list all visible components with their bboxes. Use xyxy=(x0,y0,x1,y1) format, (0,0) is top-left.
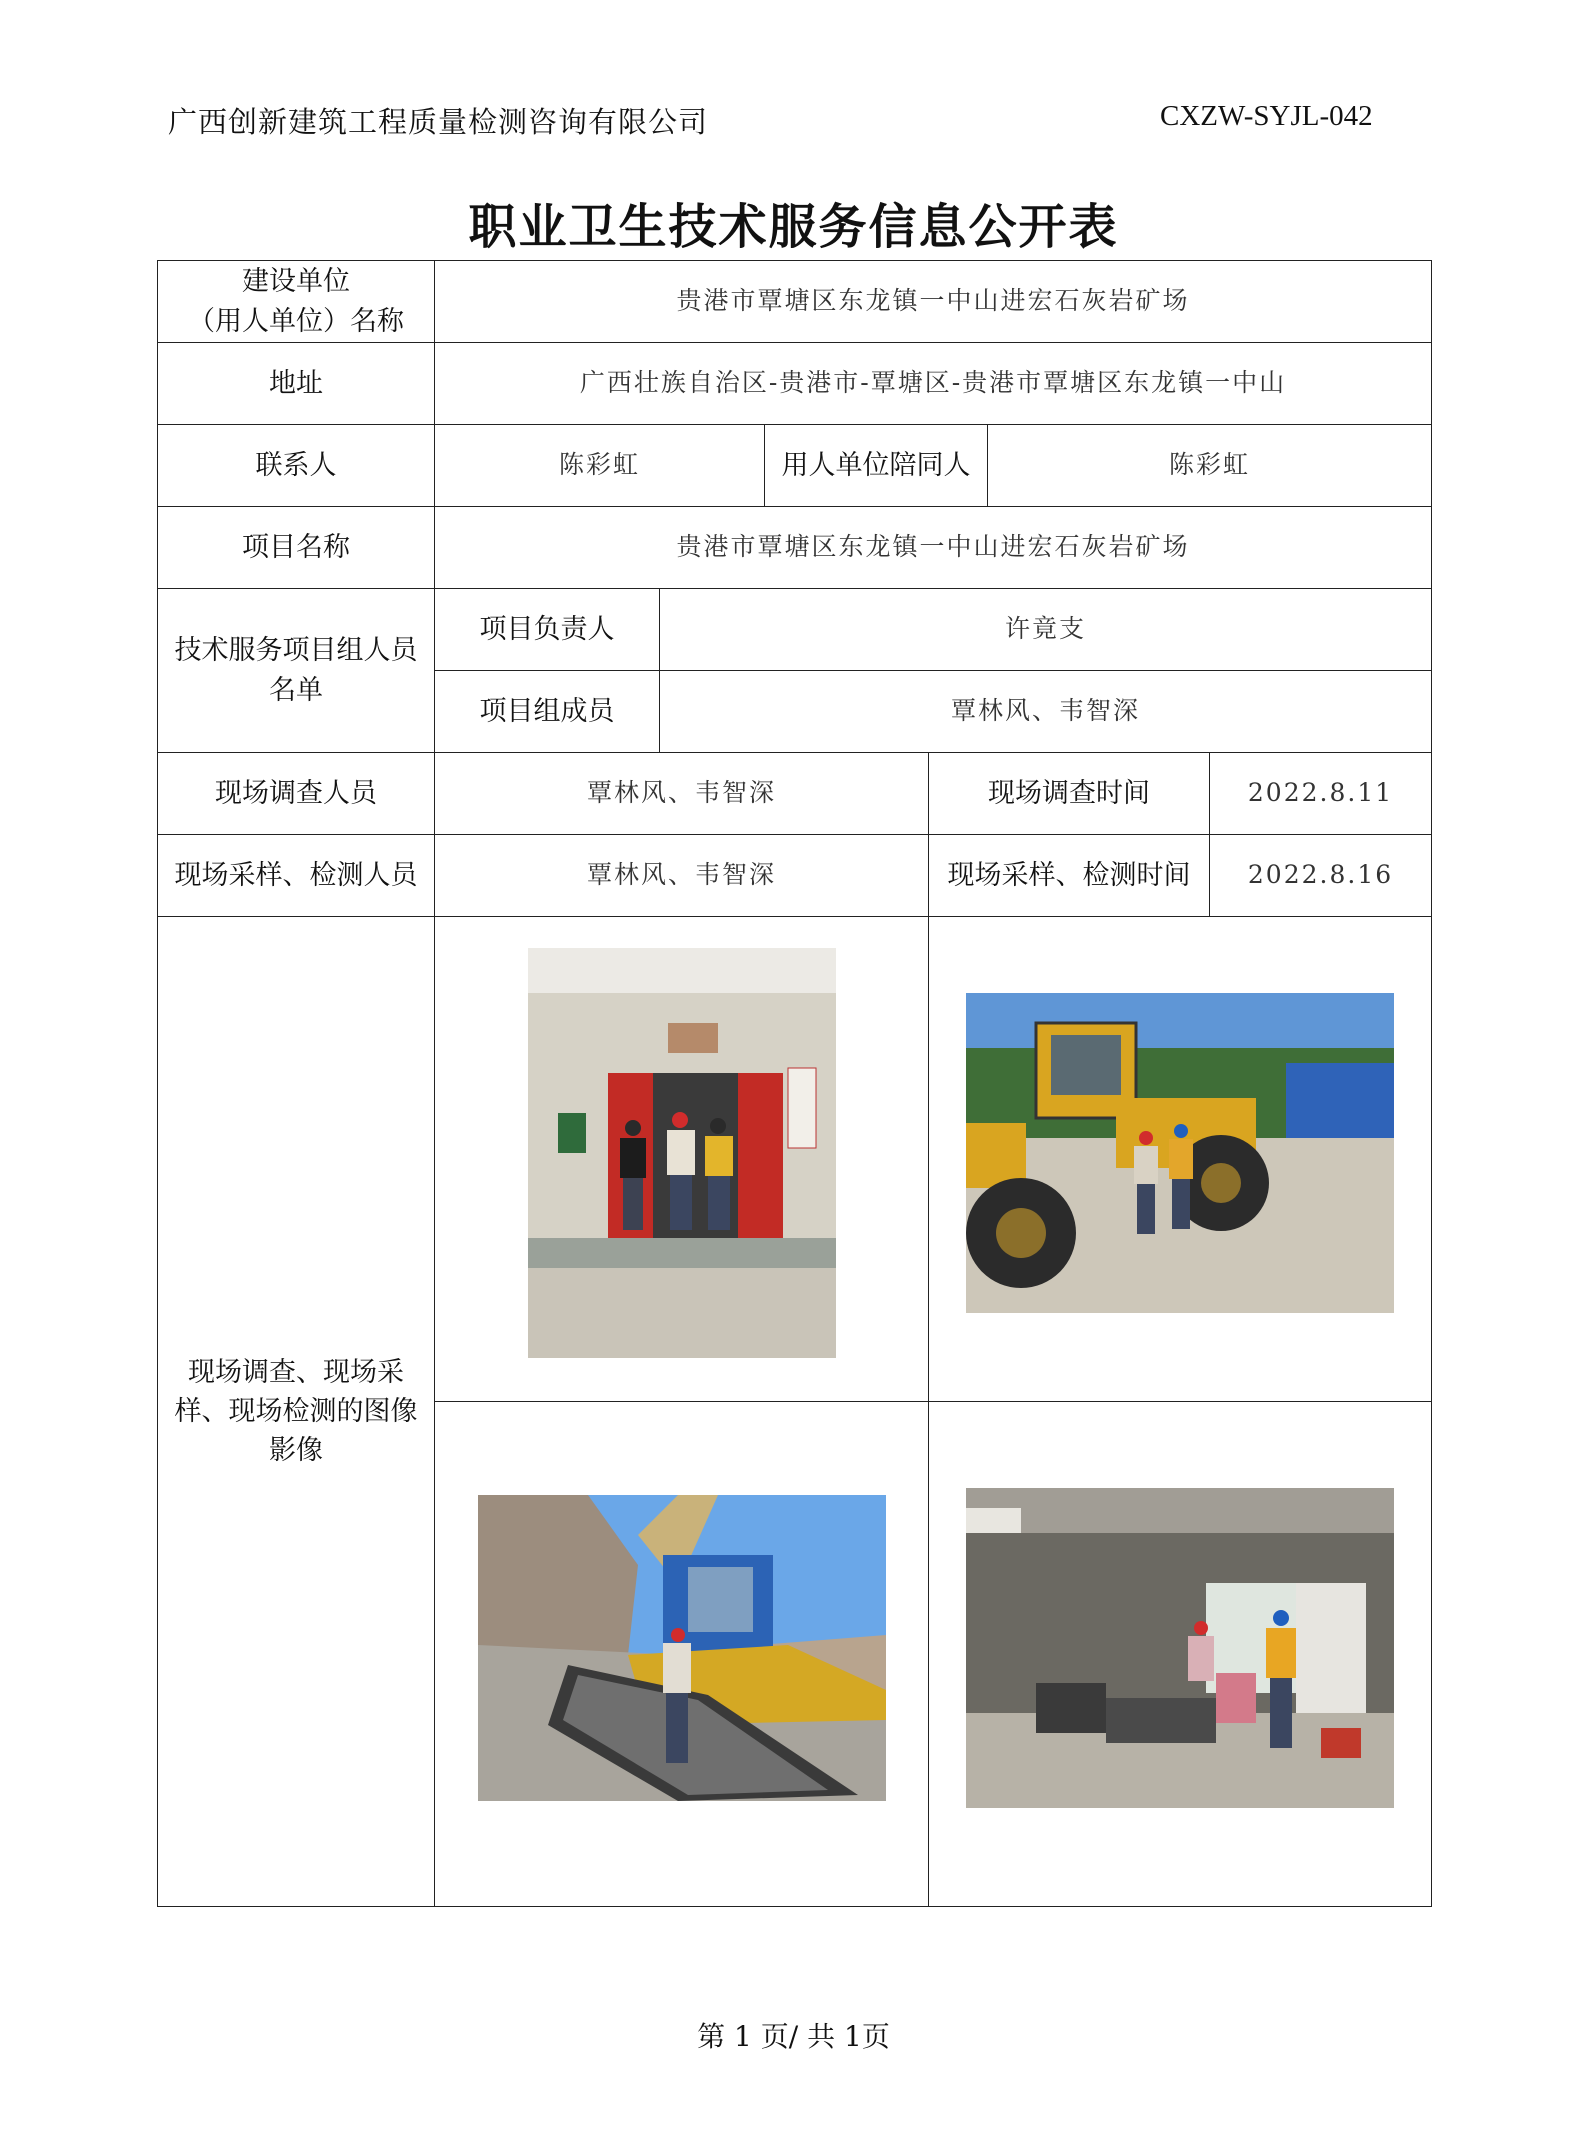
page-number: 第 1 页/ 共 1页 xyxy=(697,2020,890,2053)
project-value: 贵港市覃塘区东龙镇一中山进宏石灰岩矿场 xyxy=(435,507,1432,589)
photo-cell-1 xyxy=(435,917,929,1402)
site-photo-entrance-image xyxy=(528,948,836,1358)
escort-value: 陈彩虹 xyxy=(988,425,1432,507)
sampling-time-label: 现场采样、检测时间 xyxy=(929,835,1210,917)
members-value: 覃林风、韦智深 xyxy=(660,671,1432,753)
employer-value: 贵港市覃塘区东龙镇一中山进宏石灰岩矿场 xyxy=(435,261,1432,343)
escort-label: 用人单位陪同人 xyxy=(765,425,988,507)
team-label: 技术服务项目组人员名单 xyxy=(158,589,435,753)
photo-cell-2 xyxy=(929,917,1432,1402)
survey-time-label: 现场调查时间 xyxy=(929,753,1210,835)
site-photo-loader-image xyxy=(966,993,1394,1313)
project-label: 项目名称 xyxy=(158,507,435,589)
contact-label: 联系人 xyxy=(158,425,435,507)
survey-staff-value: 覃林风、韦智深 xyxy=(435,753,929,835)
address-value: 广西壮族自治区-贵港市-覃塘区-贵港市覃塘区东龙镇一中山 xyxy=(435,343,1432,425)
site-photo-indoor-image xyxy=(966,1488,1394,1808)
employer-label-line1: 建设单位 xyxy=(242,266,350,298)
photo-cell-3 xyxy=(435,1402,929,1907)
address-label: 地址 xyxy=(158,343,435,425)
survey-staff-label: 现场调查人员 xyxy=(158,753,435,835)
members-label: 项目组成员 xyxy=(435,671,660,753)
site-photo-excavator-image xyxy=(478,1495,886,1801)
leader-label: 项目负责人 xyxy=(435,589,660,671)
info-table xyxy=(157,260,1432,1907)
site-photo-indoor xyxy=(966,1488,1394,1808)
sampling-time-value: 2022.8.16 xyxy=(1210,835,1432,917)
sampling-staff-value: 覃林风、韦智深 xyxy=(435,835,929,917)
leader-value: 许竟支 xyxy=(660,589,1432,671)
employer-label-line2: （用人单位）名称 xyxy=(188,305,404,337)
sampling-staff-label: 现场采样、检测人员 xyxy=(158,835,435,917)
photo-cell-4 xyxy=(929,1402,1432,1907)
site-photo-excavator xyxy=(478,1495,886,1801)
images-label: 现场调查、现场采样、现场检测的图像影像 xyxy=(158,917,435,1907)
document-code: CXZW-SYJL-042 xyxy=(1160,100,1373,132)
contact-value: 陈彩虹 xyxy=(435,425,765,507)
company-name: 广西创新建筑工程质量检测咨询有限公司 xyxy=(168,105,709,139)
survey-time-value: 2022.8.11 xyxy=(1210,753,1432,835)
page-title: 职业卫生技术服务信息公开表 xyxy=(468,199,1119,255)
employer-label xyxy=(158,261,435,343)
site-photo-entrance xyxy=(528,948,836,1358)
site-photo-loader xyxy=(966,993,1394,1313)
